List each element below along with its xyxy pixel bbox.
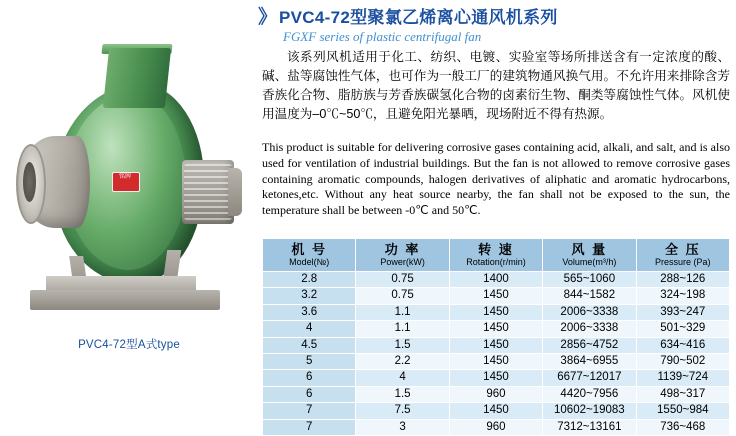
cell-rotation: 1450 (449, 304, 542, 320)
column-header-rotation-cn: 转 速 (478, 241, 514, 257)
cell-volume: 4420~7956 (543, 386, 636, 402)
cell-pressure: 324~198 (636, 288, 729, 304)
cell-pressure: 634~416 (636, 337, 729, 353)
cell-rotation: 1450 (449, 337, 542, 353)
table-row (263, 419, 730, 435)
image-caption: PVC4-72型A式type (78, 339, 180, 351)
cell-power: 1.1 (356, 321, 449, 337)
cell-model: 5 (263, 354, 356, 370)
cell-power: 2.2 (356, 354, 449, 370)
table-row (263, 304, 730, 320)
cell-pressure: 790~502 (636, 354, 729, 370)
cell-power: 0.75 (356, 288, 449, 304)
cell-model: 6 (263, 386, 356, 402)
cell-volume: 10602~19083 (543, 403, 636, 419)
cell-pressure: 393~247 (636, 304, 729, 320)
cell-volume: 3864~6955 (543, 354, 636, 370)
specification-table (262, 238, 730, 436)
table-row (263, 337, 730, 353)
table-row (263, 370, 730, 386)
table-body (263, 272, 730, 436)
table-row (263, 386, 730, 402)
cell-power: 3 (356, 419, 449, 435)
cell-pressure: 501~329 (636, 321, 729, 337)
cell-rotation: 1400 (449, 272, 542, 288)
chevron-right-icon: 》 (258, 7, 275, 28)
cell-volume: 565~1060 (543, 272, 636, 288)
cell-power: 4 (356, 370, 449, 386)
table-header-row (263, 239, 730, 272)
column-header-model-cn: 机 号 (291, 241, 327, 257)
cell-model: 6 (263, 370, 356, 386)
column-header-pressure-en: Pressure (Pa) (655, 256, 711, 267)
table-row (263, 272, 730, 288)
column-header-power-cn: 功 率 (384, 241, 421, 257)
column-header-rotation-en: Rotation(r/min) (466, 256, 526, 267)
cell-pressure: 498~317 (636, 386, 729, 402)
motor-cooling-fins (184, 164, 232, 220)
cell-power: 1.1 (356, 304, 449, 320)
cell-model: 3.2 (263, 288, 356, 304)
table-header (263, 239, 730, 272)
product-content-panel (258, 0, 736, 433)
cell-model: 2.8 (263, 272, 356, 288)
cell-model: 4 (263, 321, 356, 337)
cell-model: 3.6 (263, 304, 356, 320)
cell-power: 0.75 (356, 272, 449, 288)
column-header-rotation (449, 239, 542, 272)
cell-rotation: 960 (449, 419, 542, 435)
cell-pressure: 288~126 (636, 272, 729, 288)
cell-volume: 2006~3338 (543, 304, 636, 320)
cell-volume: 6677~12017 (543, 370, 636, 386)
table-row (263, 354, 730, 370)
cell-volume: 2856~4752 (543, 337, 636, 353)
cell-pressure: 1550~984 (636, 403, 729, 419)
cell-rotation: 1450 (449, 370, 542, 386)
column-header-pressure-cn: 全 压 (664, 241, 701, 257)
column-header-model-en: Model(№) (289, 256, 330, 267)
table-row (263, 288, 730, 304)
cell-rotation: 1450 (449, 354, 542, 370)
cell-pressure: 736~468 (636, 419, 729, 435)
cell-rotation: 1450 (449, 321, 542, 337)
cell-pressure: 1139~724 (636, 370, 729, 386)
column-header-model (263, 239, 356, 272)
centrifugal-fan-illustration (14, 40, 248, 370)
cell-volume: 7312~13161 (543, 419, 636, 435)
cell-volume: 844~1582 (543, 288, 636, 304)
cell-rotation: 1450 (449, 288, 542, 304)
table-row (263, 321, 730, 337)
column-header-volume (543, 239, 636, 272)
product-image-panel (0, 0, 258, 400)
cell-model: 7 (263, 419, 356, 435)
nameplate-text: 铭牌 (118, 174, 131, 180)
cell-power: 1.5 (356, 337, 449, 353)
cell-power: 7.5 (356, 403, 449, 419)
column-header-power-en: Power(kW) (380, 256, 425, 267)
cell-rotation: 1450 (449, 403, 542, 419)
title-row (258, 8, 728, 28)
description-chinese: 该系列风机适用于化工、纺织、电镀、实验室等场所排送含有一定浓度的酸、碱、盐等腐蚀性气体，也可作为一般工厂的建筑物通风换气用。不允许用来排除含芳香族化合物、脂肪族与芳香族碳氢化合物的卤素衍生物、酮类等腐蚀性气体。风机使用温度为–0℃~50℃，且避免阳光暴晒，现场附近不得有热源。 (262, 50, 730, 121)
base-frame (30, 290, 220, 310)
cell-rotation: 960 (449, 386, 542, 402)
column-header-pressure (636, 239, 729, 272)
cell-volume: 2006~3338 (543, 321, 636, 337)
cell-model: 7 (263, 403, 356, 419)
page-subtitle: FGXF series of plastic centrifugal fan (283, 29, 482, 44)
fan-inlet-opening (23, 162, 36, 202)
motor-end-cap (228, 168, 242, 216)
description-english: This product is suitable for delivering corrosive gases containing acid, alkali, and salt, and is also used for ventilation of industrial buildings. But the fan is not allowed to remove corrosive gases containing aromatic compounds, halogen derivatives of aliphatic and aromatic hydrocarbons, ketones,etc. Without any heat source nearby, the fan shall not be exposed to the sun, the temperature shall be between -0℃ and 50℃. (262, 140, 730, 218)
cell-model: 4.5 (263, 337, 356, 353)
table-row (263, 403, 730, 419)
column-header-volume-cn: 风 量 (571, 241, 608, 257)
column-header-power (356, 239, 449, 272)
cell-power: 1.5 (356, 386, 449, 402)
fan-outlet-duct (103, 48, 171, 108)
page-title: PVC4-72型聚氯乙烯离心通风机系列 (279, 8, 558, 27)
column-header-volume-en: Volume(m³/h) (562, 256, 617, 267)
